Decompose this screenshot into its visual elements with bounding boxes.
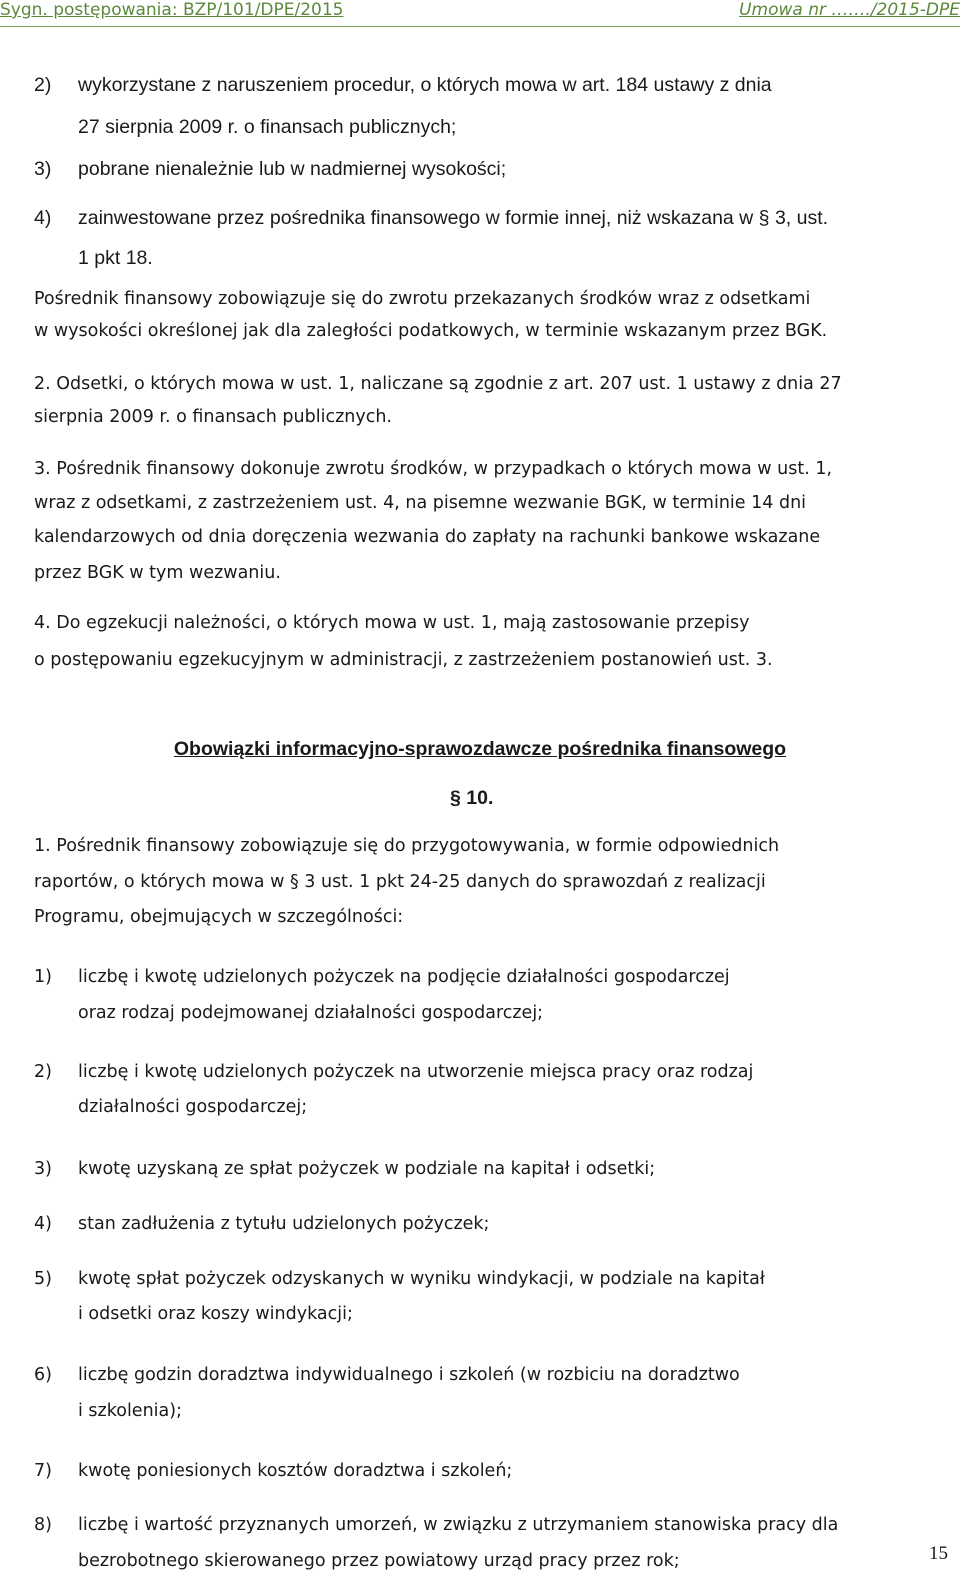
- list-item-line: i szkolenia);: [78, 1401, 182, 1421]
- list-item-line: 1 pkt 18.: [78, 247, 153, 269]
- list-item-text: wykorzystane z naruszeniem procedur, o których mowa w art. 184 ustawy z dnia: [78, 74, 772, 96]
- section-heading: Obowiązki informacyjno-sprawozdawcze pośrednika finansowego: [173, 738, 787, 760]
- list-item-line: oraz rodzaj podejmowanej działalności gospodarczej;: [78, 1003, 544, 1023]
- list-item-number: 4): [34, 207, 52, 229]
- list-item-line: kwotę poniesionych kosztów doradztwa i szkoleń;: [78, 1461, 513, 1481]
- list-item-line: liczbę i kwotę udzielonych pożyczek na utworzenie miejsca pracy oraz rodzaj: [78, 1062, 754, 1082]
- page-header: [0, 0, 960, 26]
- paragraph-line: o postępowaniu egzekucyjnym w administracji, z zastrzeżeniem postanowień ust. 3.: [34, 650, 773, 670]
- list-item-line: 27 sierpnia 2009 r. o finansach publicznych;: [78, 116, 457, 138]
- case-reference: Sygn. postępowania: BZP/101/DPE/2015: [0, 0, 344, 20]
- list-item-line: kwotę uzyskaną ze spłat pożyczek w podziale na kapitał i odsetki;: [78, 1159, 656, 1179]
- paragraph-line: kalendarzowych od dnia doręczenia wezwania do zapłaty na rachunki bankowe wskazane: [34, 527, 821, 547]
- page-number: 15: [929, 1543, 948, 1564]
- list-item-line: liczbę i wartość przyznanych umorzeń, w związku z utrzymaniem stanowiska pracy dla: [78, 1515, 839, 1535]
- contract-number: Umowa nr ……./2015-DPE: [739, 0, 960, 20]
- list-item-line: liczbę godzin doradztwa indywidualnego i szkoleń (w rozbiciu na doradztwo: [78, 1365, 740, 1385]
- list-item-number: 7): [34, 1461, 52, 1481]
- list-item-number: 8): [34, 1515, 52, 1535]
- list-item-line: [78, 72, 946, 98]
- list-item-number: 3): [34, 158, 52, 180]
- paragraph-line: sierpnia 2009 r. o finansach publicznych.: [34, 407, 392, 427]
- list-item-number: 6): [34, 1365, 52, 1385]
- list-item-number: 2): [34, 74, 52, 96]
- list-item-line: bezrobotnego skierowanego przez powiatowy urząd pracy przez rok;: [78, 1551, 680, 1571]
- list-item-number: 1): [34, 967, 52, 987]
- list-item-line: zainwestowane przez pośrednika finansowego w formie innej, niż wskazana w § 3, ust.: [78, 207, 829, 229]
- list-item-line: liczbę i kwotę udzielonych pożyczek na podjęcie działalności gospodarczej: [78, 967, 730, 987]
- paragraph-line: Programu, obejmujących w szczególności:: [34, 907, 404, 927]
- list-item-line: działalności gospodarczej;: [78, 1097, 308, 1117]
- list-item-number: 3): [34, 1159, 52, 1179]
- paragraph-line: 1. Pośrednik finansowy zobowiązuje się do przygotowywania, w formie odpowiednich: [34, 836, 780, 856]
- paragraph-line: Pośrednik finansowy zobowiązuje się do zwrotu przekazanych środków wraz z odsetkami: [34, 289, 811, 309]
- paragraph-line: wraz z odsetkami, z zastrzeżeniem ust. 4, na pisemne wezwanie BGK, w terminie 14 dni: [34, 493, 807, 513]
- paragraph-line: w wysokości określonej jak dla zaległości podatkowych, w terminie wskazanym przez BGK.: [34, 321, 828, 341]
- paragraph-line: przez BGK w tym wezwaniu.: [34, 563, 281, 583]
- paragraph-line: raportów, o których mowa w § 3 ust. 1 pkt 24-25 danych do sprawozdań z realizacji: [34, 872, 766, 892]
- paragraph-line: 4. Do egzekucji należności, o których mowa w ust. 1, mają zastosowanie przepisy: [34, 613, 750, 633]
- list-item-number: 4): [34, 1214, 52, 1234]
- list-item-number: 2): [34, 1062, 52, 1082]
- list-item-line: kwotę spłat pożyczek odzyskanych w wyniku windykacji, w podziale na kapitał: [78, 1269, 765, 1289]
- list-item-line: stan zadłużenia z tytułu udzielonych pożyczek;: [78, 1214, 490, 1234]
- list-item-line: i odsetki oraz koszy windykacji;: [78, 1304, 353, 1324]
- paragraph-line: 3. Pośrednik finansowy dokonuje zwrotu środków, w przypadkach o których mowa w ust. 1,: [34, 459, 833, 479]
- list-item-line: pobrane nienależnie lub w nadmiernej wysokości;: [78, 158, 507, 180]
- list-item-number: 5): [34, 1269, 52, 1289]
- paragraph-line: 2. Odsetki, o których mowa w ust. 1, naliczane są zgodnie z art. 207 ust. 1 ustawy z dnia 27: [34, 374, 842, 394]
- section-number: § 10.: [450, 787, 494, 809]
- header-divider: [0, 26, 960, 27]
